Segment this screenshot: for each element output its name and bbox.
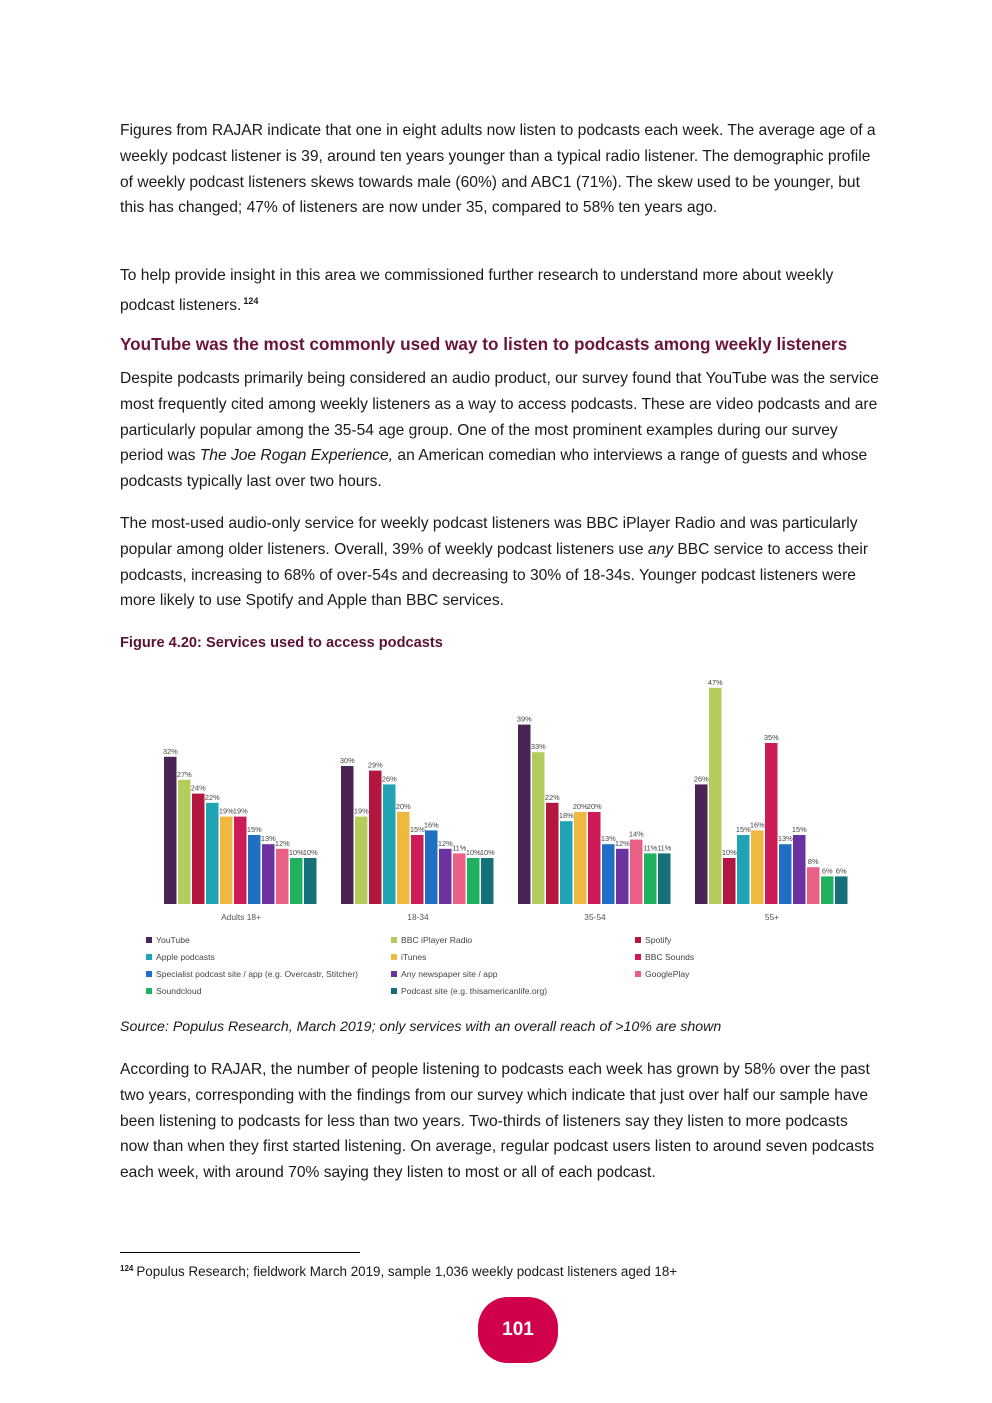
bar-35-54-2 (532, 752, 545, 904)
legend-label: GooglePlay (645, 969, 690, 979)
section-heading: YouTube was the most commonly used way to listen to podcasts among weekly listeners (120, 334, 848, 354)
footnote-number: 124 (120, 1264, 134, 1273)
bar-adults-18--11 (304, 858, 317, 904)
bar-value-label: 10% (288, 848, 304, 857)
bar-value-label: 20% (395, 802, 411, 811)
bar-value-label: 32% (162, 746, 178, 756)
bar-55--8 (793, 835, 806, 904)
bar-35-54-1 (518, 725, 531, 904)
legend-item (146, 952, 215, 962)
legend-swatch (146, 971, 152, 977)
growth-paragraph: According to RAJAR, the number of people listening to podcasts each week has grown by 58% over the past two years, corresponding with the findings from our survey which indicate that just over half our sample have been listening to podcasts for less than two years. Two-thirds of listeners say they listen to more podcasts now than when they first started listening. On average, regular podcast users listen to around seven podcasts each week, with around 70% saying they listen to most or all of each podcast. (120, 1061, 875, 1182)
bar-value-label: 10% (465, 848, 481, 857)
bar-adults-18--6 (234, 817, 247, 904)
bar-55--4 (737, 835, 750, 904)
research-paragraph-text: To help provide insight in this area we commissioned further research to understand more about weekly podcast listeners. (120, 267, 834, 314)
bar-value-label: 12% (437, 838, 453, 848)
bar-35-54-3 (546, 803, 559, 904)
footnote-reference[interactable]: 124 (243, 295, 259, 306)
bar-adults-18--3 (192, 794, 205, 904)
bbc-paragraph (120, 511, 880, 614)
bar-35-54-11 (658, 853, 671, 904)
chart-source: Source: Populus Research, March 2019; only services with an overall reach of >10% are shown (120, 1019, 722, 1035)
bar-35-54-6 (588, 812, 601, 904)
bar-18-34-3 (369, 771, 382, 904)
bar-18-34-11 (481, 858, 494, 904)
bar-18-34-6 (411, 835, 424, 904)
bar-adults-18--7 (248, 835, 261, 904)
category-label: Adults 18+ (221, 912, 261, 922)
bar-adults-18--1 (164, 757, 177, 904)
bar-35-54-9 (630, 840, 643, 904)
bar-55--2 (709, 688, 722, 904)
bar-value-label: 18% (558, 811, 574, 821)
legend-item (635, 952, 694, 962)
bar-35-54-8 (616, 849, 629, 904)
legend-item (146, 935, 190, 945)
bar-value-label: 11% (657, 843, 672, 853)
bar-value-label: 11% (643, 843, 658, 853)
bar-value-label: 19% (218, 806, 234, 816)
bar-55--5 (751, 830, 764, 904)
legend-swatch (391, 937, 397, 943)
figure-title: Figure 4.20: Services used to access podcasts (120, 635, 443, 651)
bar-adults-18--10 (290, 858, 303, 904)
legend-label: YouTube (156, 935, 190, 945)
legend-item (635, 935, 671, 945)
legend-swatch (635, 937, 641, 943)
legend-label: Podcast site (e.g. thisamericanlife.org) (401, 986, 548, 996)
bar-55--9 (807, 867, 820, 904)
bar-value-label: 12% (614, 838, 630, 848)
legend-swatch (391, 971, 397, 977)
bar-value-label: 27% (176, 769, 192, 779)
bar-value-label: 47% (707, 677, 723, 687)
bar-value-label: 16% (749, 820, 765, 830)
category-label: 18-34 (407, 912, 429, 922)
legend-label: iTunes (401, 952, 427, 962)
legend-item (146, 986, 201, 996)
bar-18-34-8 (439, 849, 452, 904)
legend-label: Spotify (645, 935, 672, 945)
legend-swatch (635, 954, 641, 960)
bar-adults-18--8 (262, 844, 275, 904)
bar-value-label: 14% (628, 829, 644, 839)
youtube-paragraph-text-b: an American comedian who interviews a range of guests and whose podcasts typically last over two hours. (120, 447, 868, 491)
bar-35-54-10 (644, 853, 657, 904)
bar-value-label: 19% (232, 806, 248, 816)
footnote-divider (120, 1252, 360, 1253)
bar-value-label: 13% (600, 834, 616, 844)
legend-item (146, 969, 358, 979)
bar-value-label: 20% (572, 802, 588, 811)
bar-value-label: 35% (763, 733, 779, 742)
bar-18-34-7 (425, 830, 438, 904)
bar-55--3 (723, 858, 736, 904)
bar-value-label: 12% (274, 838, 290, 848)
bar-value-label: 8% (807, 857, 819, 867)
bar-value-label: 26% (693, 774, 709, 784)
legend-item (391, 986, 547, 996)
bar-value-label: 15% (791, 825, 807, 834)
bar-value-label: 29% (367, 760, 383, 770)
bar-18-34-10 (467, 858, 480, 904)
legend-swatch (391, 954, 397, 960)
bar-value-label: 6% (821, 866, 833, 876)
bar-18-34-9 (453, 853, 466, 904)
bar-value-label: 20% (586, 802, 602, 811)
legend-item (391, 952, 426, 962)
bar-55--10 (821, 876, 834, 904)
bar-18-34-4 (383, 784, 396, 904)
bar-value-label: 30% (339, 756, 355, 765)
bar-value-label: 24% (190, 783, 206, 793)
services-bar-chart (120, 662, 860, 926)
bar-55--6 (765, 743, 778, 904)
legend-label: BBC Sounds (645, 952, 695, 962)
bar-value-label: 10% (479, 848, 495, 857)
category-label: 55+ (764, 912, 780, 922)
bar-18-34-1 (341, 766, 354, 904)
bar-value-label: 39% (516, 714, 532, 724)
bar-adults-18--2 (178, 780, 191, 904)
youtube-paragraph (120, 366, 880, 495)
bar-value-label: 33% (530, 742, 546, 752)
bar-adults-18--9 (276, 849, 289, 904)
legend-label: Any newspaper site / app (401, 969, 498, 979)
legend-item (391, 935, 472, 945)
bar-adults-18--5 (220, 817, 233, 904)
bar-value-label: 15% (246, 825, 262, 834)
bar-55--11 (835, 876, 848, 904)
legend-swatch (635, 971, 641, 977)
bar-value-label: 10% (721, 848, 737, 857)
legend-swatch (146, 988, 152, 994)
footnote-text: Populus Research; fieldwork March 2019, sample 1,036 weekly podcast listeners aged 18+ (136, 1264, 678, 1279)
bbc-paragraph-text-a: The most-used audio-only service for weekly podcast listeners was BBC iPlayer Radio and was particularly popular among older listeners. Overall, 39% of weekly podcast listeners use (120, 515, 858, 558)
bar-35-54-7 (602, 844, 615, 904)
legend-swatch (391, 988, 397, 994)
bar-value-label: 22% (204, 792, 220, 802)
any-emphasis: any (647, 540, 674, 558)
legend-label: Soundcloud (156, 986, 202, 996)
bbc-paragraph-text-b: BBC service to access their podcasts, increasing to 68% of over-54s and decreasing to 30% of 18-34s. Younger podcast listeners were more likely to use Spotify and Apple than BBC services. (120, 540, 869, 610)
bar-adults-18--4 (206, 803, 219, 904)
bar-value-label: 22% (544, 792, 560, 802)
research-paragraph (120, 263, 880, 319)
bar-value-label: 16% (423, 820, 439, 830)
bar-18-34-5 (397, 812, 410, 904)
legend-label: Specialist podcast site / app (e.g. Overcastr, Stitcher) (156, 969, 359, 979)
joe-rogan-title: The Joe Rogan Experience, (199, 447, 394, 465)
bar-value-label: 11% (452, 843, 467, 853)
legend-label: Apple podcasts (156, 952, 215, 962)
category-label: 35-54 (584, 912, 606, 922)
bar-value-label: 15% (735, 825, 751, 834)
legend-item (635, 969, 689, 979)
legend-swatch (146, 937, 152, 943)
bar-35-54-5 (574, 812, 587, 904)
intro-paragraph: Figures from RAJAR indicate that one in eight adults now listen to podcasts each week. The average age of a weekly podcast listener is 39, around ten years younger than a typical radio listener. The demographic profile of weekly podcast listeners skews towards male (60%) and ABC1 (71%). The skew used to be younger, but this has changed; 47% of listeners are now under 35, compared to 58% ten years ago. (120, 122, 876, 217)
legend-item (391, 969, 498, 979)
bar-value-label: 6% (835, 866, 847, 876)
bar-value-label: 13% (777, 834, 793, 844)
page-number-badge (478, 1297, 558, 1363)
legend-label: BBC iPlayer Radio (401, 935, 473, 945)
bar-value-label: 19% (353, 806, 369, 816)
bar-35-54-4 (560, 821, 573, 904)
footnote (120, 1264, 677, 1279)
page-number: 101 (502, 1319, 534, 1340)
youtube-paragraph-text-a: Despite podcasts primarily being considered an audio product, our survey found that YouTube was the service most frequently cited among weekly listeners as a way to access podcasts. These are video podcasts and are particularly popular among the 35-54 age group. One of the most prominent examples during our survey period was (120, 370, 879, 465)
bar-55--1 (695, 784, 708, 904)
bar-value-label: 26% (381, 774, 397, 784)
bar-18-34-2 (355, 817, 368, 904)
bar-value-label: 15% (409, 825, 425, 834)
legend-swatch (146, 954, 152, 960)
bar-55--7 (779, 844, 792, 904)
bar-value-label: 13% (260, 834, 276, 844)
bar-value-label: 10% (302, 848, 318, 857)
